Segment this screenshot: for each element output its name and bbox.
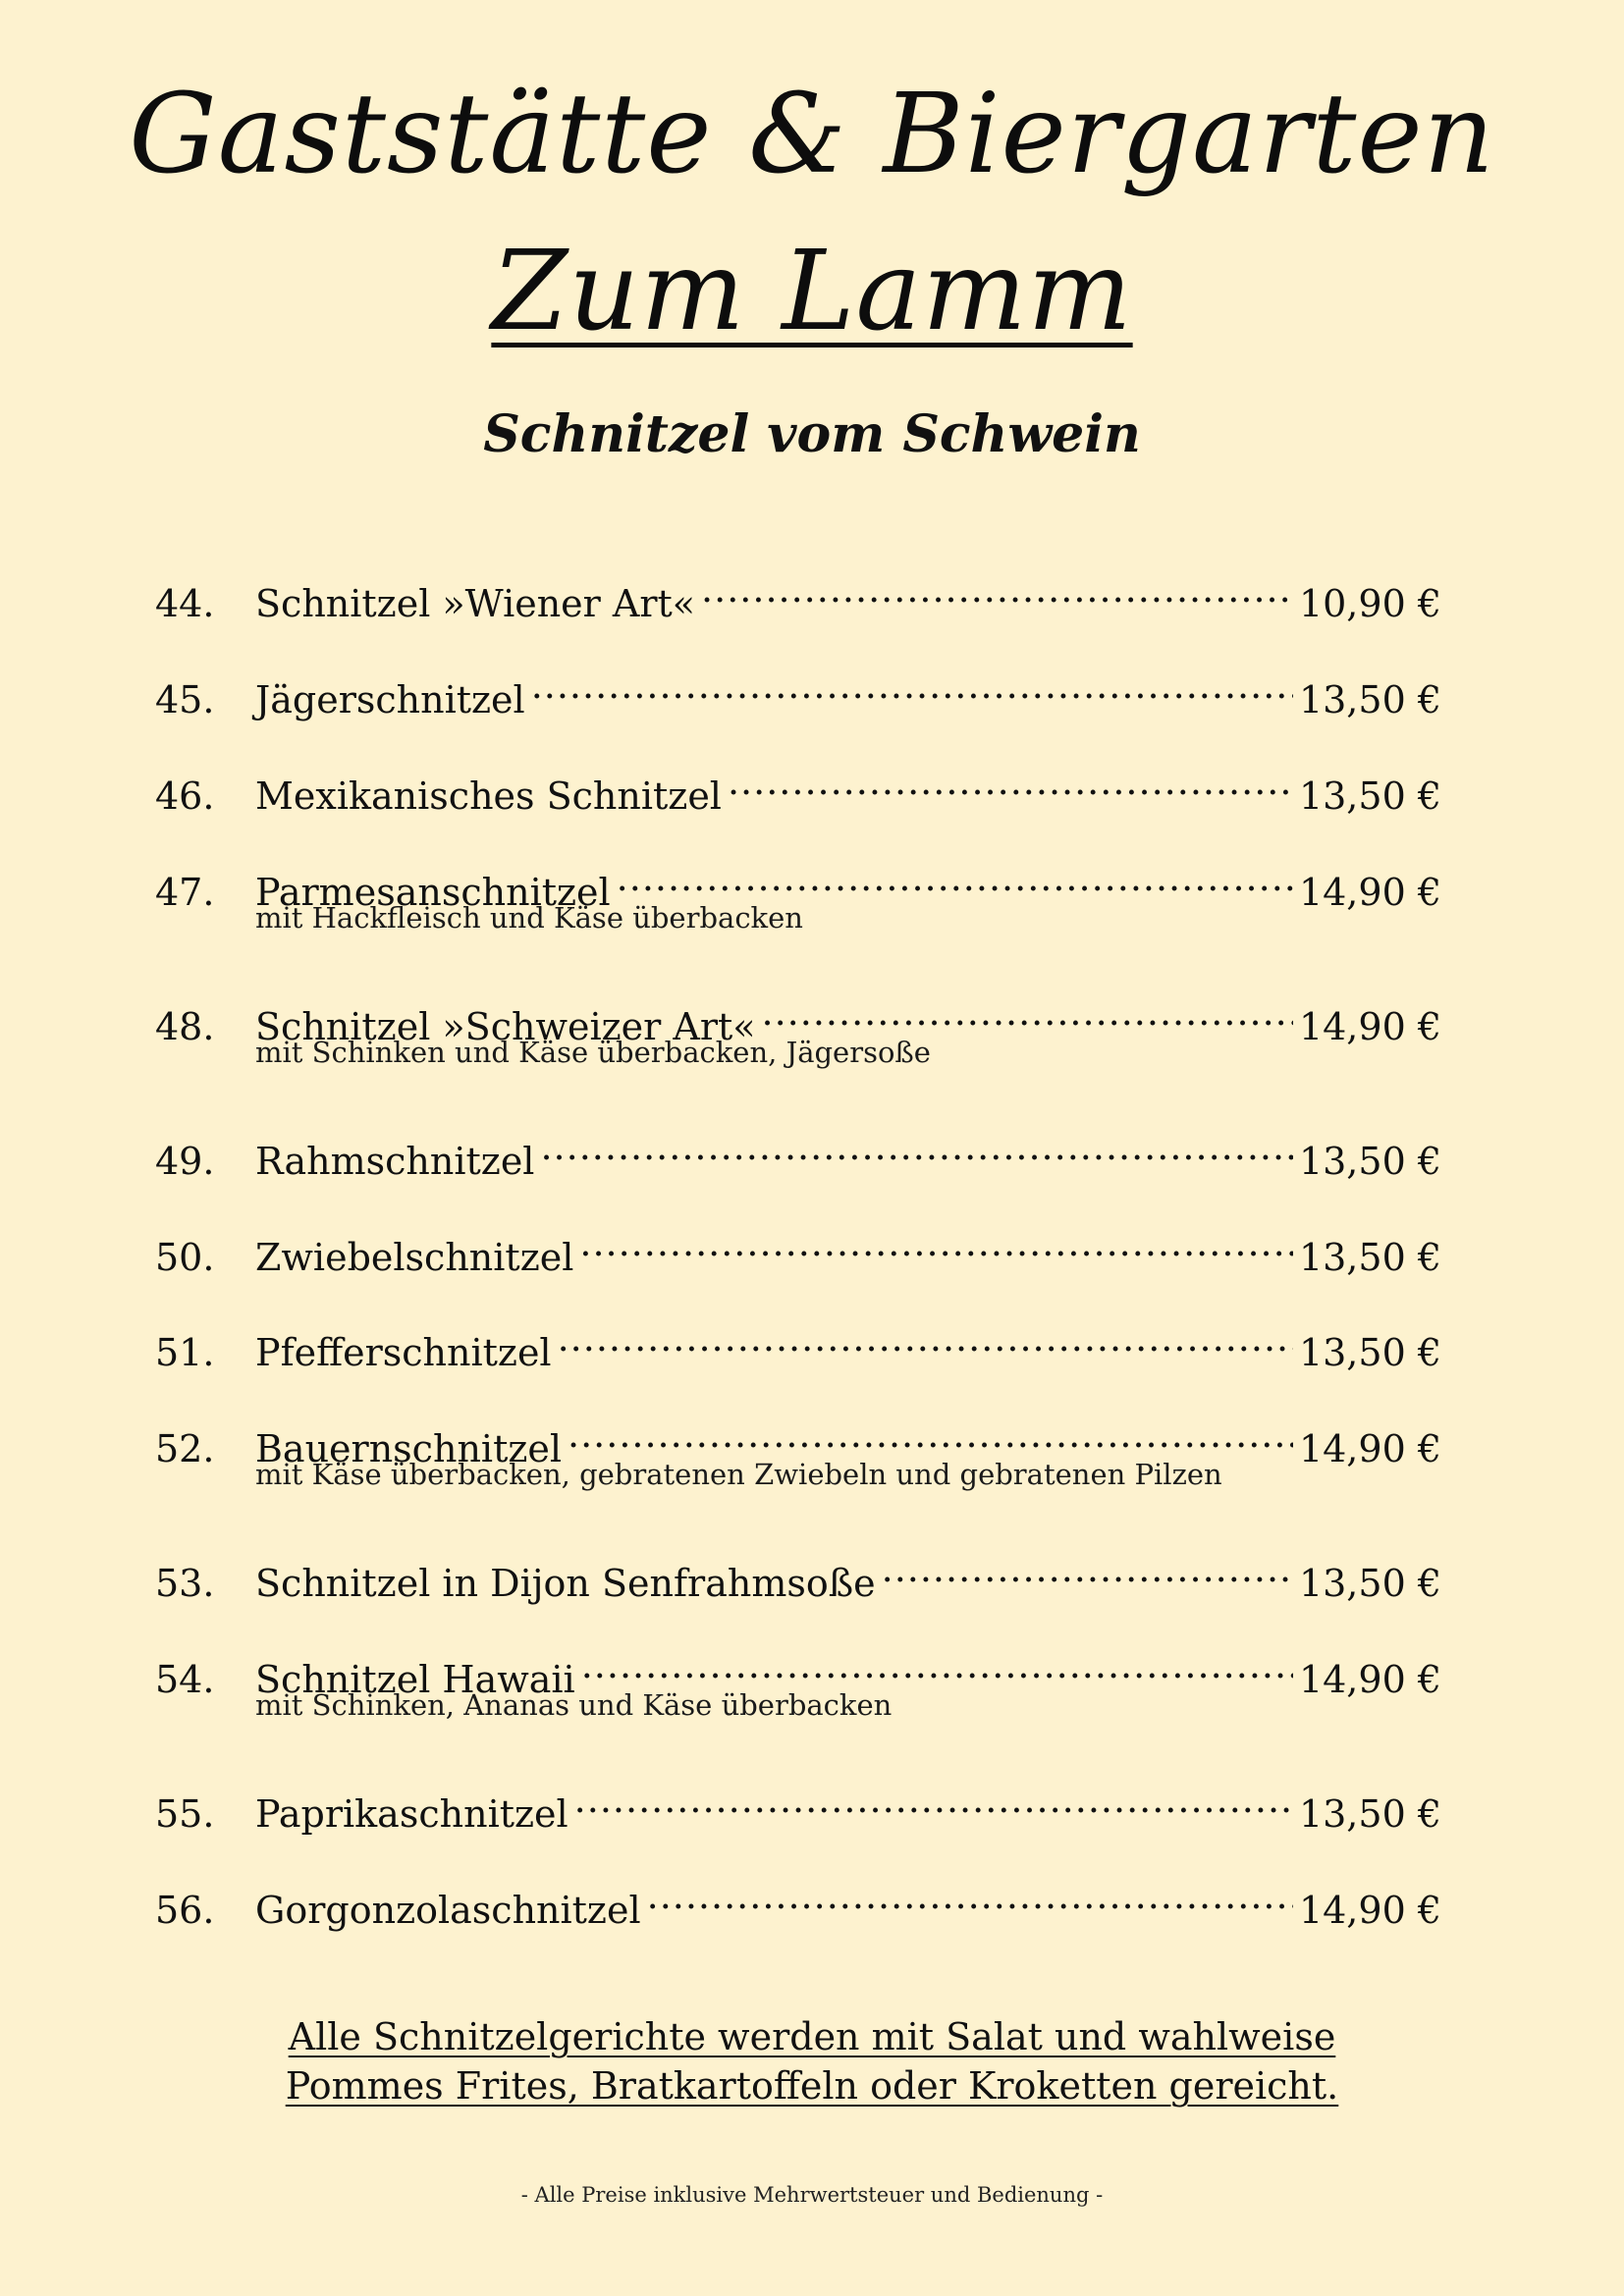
menu-item-name: Pfefferschnitzel [255, 1331, 552, 1374]
menu-item-name: Schnitzel in Dijon Senfrahmsoße [255, 1562, 876, 1605]
menu-item-name: Bauernschnitzel [255, 1427, 562, 1470]
menu-item-number: 52. [155, 1427, 215, 1470]
menu-item-name: Paprikaschnitzel [255, 1792, 568, 1836]
menu-item [155, 1407, 1441, 1491]
menu-item-name: Zwiebelschnitzel [255, 1236, 574, 1279]
dot-leader [647, 1868, 1293, 1923]
menu-item-description: mit Schinken, Ananas und Käse überbacken [255, 1688, 893, 1722]
menu-item [155, 1119, 1441, 1183]
dot-leader [882, 1541, 1293, 1596]
menu-item [155, 1868, 1441, 1932]
menu-item-price: 13,50 € [1298, 774, 1441, 818]
menu-item-number: 55. [155, 1792, 215, 1836]
menu-item-price: 14,90 € [1298, 1427, 1441, 1470]
dot-leader [701, 561, 1293, 616]
menu-item-name: Schnitzel »Schweizer Art« [255, 1005, 756, 1048]
dot-leader [579, 1215, 1293, 1270]
dot-leader [728, 754, 1293, 809]
menu-item-price: 14,90 € [1298, 871, 1441, 914]
menu-item-number: 47. [155, 871, 215, 914]
restaurant-title-line2 [0, 228, 1624, 355]
menu-item-name: Jägerschnitzel [255, 678, 525, 721]
menu-item-description: mit Schinken und Käse überbacken, Jägersoße [255, 1036, 931, 1069]
menu-item-description: mit Käse überbacken, gebratenen Zwiebeln und gebratenen Pilzen [255, 1458, 1222, 1491]
menu-item-price: 13,50 € [1298, 1562, 1441, 1605]
menu-item-number: 45. [155, 678, 215, 721]
dot-leader [531, 658, 1293, 713]
menu-item [155, 561, 1441, 625]
menu-item-description: mit Hackfleisch und Käse überbacken [255, 901, 803, 934]
menu-item-name: Schnitzel »Wiener Art« [255, 582, 696, 625]
menu-item [155, 850, 1441, 934]
menu-item-number: 48. [155, 1005, 215, 1048]
restaurant-name: Zum Lamm [491, 228, 1133, 355]
menu-item-name: Mexikanisches Schnitzel [255, 774, 722, 818]
menu-item-price: 14,90 € [1298, 1658, 1441, 1701]
dot-leader [574, 1772, 1293, 1827]
dot-leader [581, 1637, 1293, 1692]
menu-item [155, 754, 1441, 818]
dot-leader [617, 850, 1293, 905]
section-heading: Schnitzel vom Schwein [483, 404, 1141, 464]
menu-item-name: Gorgonzolaschnitzel [255, 1889, 641, 1932]
side-dish-note-line2: Pommes Frites, Bratkartoffeln oder Kroketten gereicht. [285, 2064, 1339, 2108]
side-dish-note-line1: Alle Schnitzelgerichte werden mit Salat und wahlweise [288, 2015, 1336, 2058]
menu-item [155, 1772, 1441, 1836]
menu-item-number: 46. [155, 774, 215, 818]
menu-item-name: Parmesanschnitzel [255, 871, 611, 914]
restaurant-title-line1: Gaststätte & Biergarten [129, 71, 1495, 198]
menu-item-number: 56. [155, 1889, 215, 1932]
menu-item-name: Rahmschnitzel [255, 1140, 535, 1183]
side-dish-note [0, 2012, 1624, 2110]
price-footer: - Alle Preise inklusive Mehrwertsteuer und Bedienung - [520, 2183, 1104, 2207]
menu-item-price: 14,90 € [1298, 1889, 1441, 1932]
menu-item-price: 10,90 € [1298, 582, 1441, 625]
dot-leader [540, 1119, 1292, 1174]
dot-leader [762, 985, 1293, 1040]
menu-item-price: 13,50 € [1298, 1236, 1441, 1279]
menu-item-price: 13,50 € [1298, 1331, 1441, 1374]
menu-item [155, 1637, 1441, 1722]
menu-item-price: 13,50 € [1298, 678, 1441, 721]
menu-item-price: 14,90 € [1298, 1005, 1441, 1048]
menu-item-number: 44. [155, 582, 215, 625]
menu-item-number: 50. [155, 1236, 215, 1279]
menu-item [155, 1215, 1441, 1279]
menu-item [155, 985, 1441, 1069]
menu-item [155, 658, 1441, 721]
menu-item-price: 13,50 € [1298, 1792, 1441, 1836]
dot-leader [568, 1407, 1293, 1462]
menu-item-number: 49. [155, 1140, 215, 1183]
menu-item-name: Schnitzel Hawaii [255, 1658, 575, 1701]
menu-item-price: 13,50 € [1298, 1140, 1441, 1183]
menu-item [155, 1541, 1441, 1605]
menu-item-number: 51. [155, 1331, 215, 1374]
menu-item-number: 54. [155, 1658, 215, 1701]
menu-item [155, 1310, 1441, 1374]
dot-leader [558, 1310, 1293, 1365]
menu-item-number: 53. [155, 1562, 215, 1605]
